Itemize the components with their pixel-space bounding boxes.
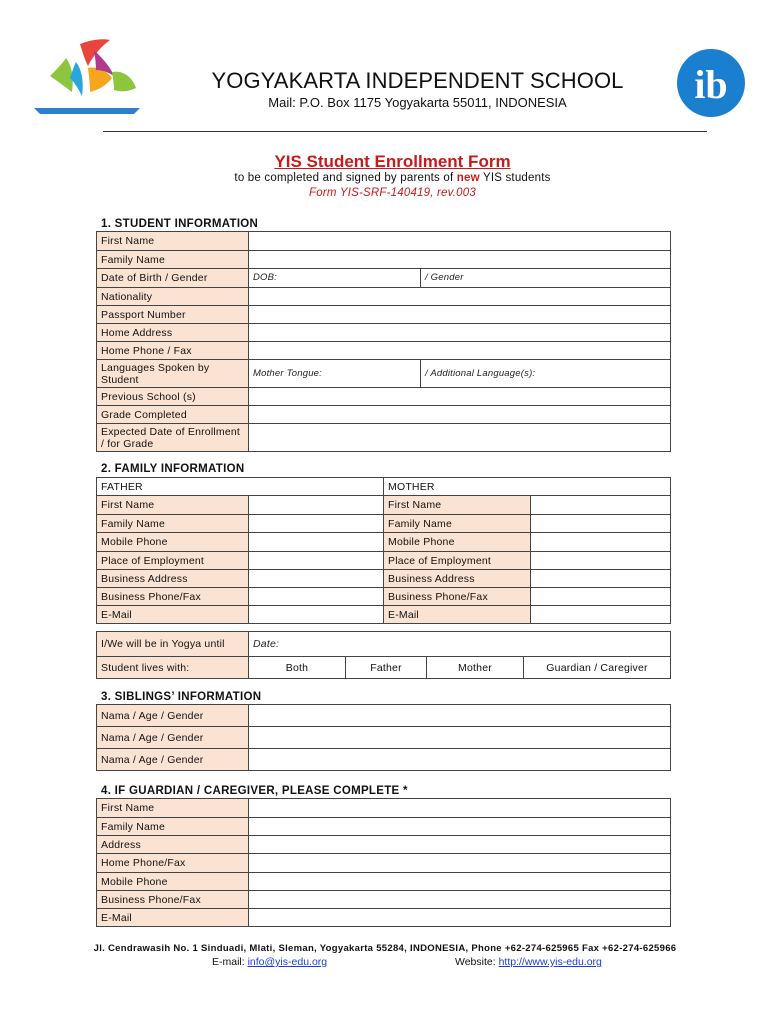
student-family-name-field[interactable]	[249, 251, 671, 269]
footer-address: Jl. Cendrawasih No. 1 Sinduadi, Mlati, Sleman, Yogyakarta 55284, INDONESIA, Phone +62-274-625965 Fax +62-274-625966	[93, 943, 677, 954]
additional-language-field[interactable]: / Additional Language(s):	[421, 360, 671, 388]
section4-heading: 4. IF GUARDIAN / CAREGIVER, PLEASE COMPLETE *	[101, 785, 408, 797]
guardian-label: Family Name	[97, 818, 249, 836]
section3-heading: 3. SIBLINGS’ INFORMATION	[101, 691, 262, 703]
family-info-table	[96, 477, 671, 624]
footer-website-label: Website:	[455, 956, 499, 968]
father-business-address-field[interactable]	[249, 570, 384, 588]
mother-email-field[interactable]	[531, 606, 671, 624]
label-lives-with: Student lives with:	[97, 657, 249, 679]
siblings-table	[96, 704, 671, 771]
dob-field[interactable]: DOB:	[249, 269, 421, 288]
father-employment-field[interactable]	[249, 552, 384, 570]
mother-employment-field[interactable]	[531, 552, 671, 570]
previous-school-field[interactable]	[249, 388, 671, 406]
father-heading: FATHER	[97, 478, 384, 496]
guardian-mobile-field[interactable]	[249, 873, 671, 891]
footer-email	[212, 956, 327, 968]
form-title: YIS Student Enrollment Form	[274, 152, 511, 171]
guardian-home-phone-field[interactable]	[249, 854, 671, 873]
residence-table	[96, 631, 671, 679]
yogya-until-date-field[interactable]: Date:	[249, 632, 671, 657]
sibling-1-field[interactable]	[249, 705, 671, 727]
guardian-email-field[interactable]	[249, 909, 671, 927]
school-mail-address: Mail: P.O. Box 1175 Yogyakarta 55011, INDONESIA	[268, 95, 567, 110]
home-phone-field[interactable]	[249, 342, 671, 360]
guardian-family-name-field[interactable]	[249, 818, 671, 836]
section2-heading: 2. FAMILY INFORMATION	[101, 463, 245, 475]
gender-field[interactable]: / Gender	[421, 269, 671, 288]
label-expected-enrollment: Expected Date of Enrollment / for Grade	[97, 424, 249, 452]
sibling-label: Nama / Age / Gender	[97, 705, 249, 727]
father-email-field[interactable]	[249, 606, 384, 624]
expected-enrollment-field[interactable]	[249, 424, 671, 452]
sibling-3-field[interactable]	[249, 749, 671, 771]
label-first-name: First Name	[97, 232, 249, 251]
footer-email-link[interactable]: info@yis-edu.org	[247, 956, 328, 968]
father-family-name-field[interactable]	[249, 515, 384, 533]
guardian-label: E-Mail	[97, 909, 249, 927]
lives-with-mother-option[interactable]: Mother	[427, 657, 524, 679]
student-info-table	[96, 231, 671, 452]
mother-label: Mobile Phone	[384, 533, 531, 552]
father-first-name-field[interactable]	[249, 496, 384, 515]
guardian-label: Address	[97, 836, 249, 854]
subtitle-post: YIS students	[479, 172, 551, 184]
sibling-2-field[interactable]	[249, 727, 671, 749]
form-code: Form YIS-SRF-140419, rev.003	[309, 187, 476, 199]
section1-heading: 1. STUDENT INFORMATION	[101, 218, 259, 230]
guardian-label: Home Phone/Fax	[97, 854, 249, 873]
home-address-field[interactable]	[249, 324, 671, 342]
mother-label: First Name	[384, 496, 531, 515]
school-name: YOGYAKARTA INDEPENDENT SCHOOL	[211, 68, 624, 93]
father-label: Place of Employment	[97, 552, 249, 570]
guardian-label: First Name	[97, 799, 249, 818]
subtitle-pre: to be completed and signed by parents of	[234, 172, 457, 184]
sibling-label: Nama / Age / Gender	[97, 727, 249, 749]
father-label: Family Name	[97, 515, 249, 533]
guardian-business-phone-field[interactable]	[249, 891, 671, 909]
label-dob-gender: Date of Birth / Gender	[97, 269, 249, 288]
svg-text:ib: ib	[694, 62, 728, 107]
mother-tongue-field[interactable]: Mother Tongue:	[249, 360, 421, 388]
student-first-name-field[interactable]	[249, 232, 671, 251]
father-label: Business Address	[97, 570, 249, 588]
label-yogya-until: I/We will be in Yogya until	[97, 632, 249, 657]
guardian-label: Business Phone/Fax	[97, 891, 249, 909]
sibling-label: Nama / Age / Gender	[97, 749, 249, 771]
footer-email-label: E-mail:	[212, 956, 248, 968]
father-label: First Name	[97, 496, 249, 515]
grade-completed-field[interactable]	[249, 406, 671, 424]
mother-mobile-field[interactable]	[531, 533, 671, 552]
subtitle-new: new	[456, 172, 480, 184]
lives-with-guardian-option[interactable]: Guardian / Caregiver	[524, 657, 671, 679]
label-previous-school: Previous School (s)	[97, 388, 249, 406]
lives-with-father-option[interactable]: Father	[346, 657, 427, 679]
lives-with-both-option[interactable]: Both	[249, 657, 346, 679]
mother-label: Place of Employment	[384, 552, 531, 570]
father-mobile-field[interactable]	[249, 533, 384, 552]
father-label: Mobile Phone	[97, 533, 249, 552]
mother-family-name-field[interactable]	[531, 515, 671, 533]
label-home-address: Home Address	[97, 324, 249, 342]
footer-website	[455, 956, 602, 968]
header-divider	[103, 131, 707, 132]
form-subtitle	[0, 172, 770, 184]
father-label: Business Phone/Fax	[97, 588, 249, 606]
nationality-field[interactable]	[249, 288, 671, 306]
mother-label: E-Mail	[384, 606, 531, 624]
mother-label: Family Name	[384, 515, 531, 533]
guardian-address-field[interactable]	[249, 836, 671, 854]
mother-business-phone-field[interactable]	[531, 588, 671, 606]
father-business-phone-field[interactable]	[249, 588, 384, 606]
label-home-phone: Home Phone / Fax	[97, 342, 249, 360]
mother-business-address-field[interactable]	[531, 570, 671, 588]
footer-website-link[interactable]: http://www.yis-edu.org	[498, 956, 602, 968]
mother-first-name-field[interactable]	[531, 496, 671, 515]
mother-heading: MOTHER	[384, 478, 671, 496]
mother-label: Business Phone/Fax	[384, 588, 531, 606]
label-passport: Passport Number	[97, 306, 249, 324]
father-label: E-Mail	[97, 606, 249, 624]
label-languages: Languages Spoken by Student	[97, 360, 249, 388]
guardian-table	[96, 798, 671, 927]
guardian-label: Mobile Phone	[97, 873, 249, 891]
label-family-name: Family Name	[97, 251, 249, 269]
label-grade-completed: Grade Completed	[97, 406, 249, 424]
guardian-first-name-field[interactable]	[249, 799, 671, 818]
passport-field[interactable]	[249, 306, 671, 324]
label-nationality: Nationality	[97, 288, 249, 306]
mother-label: Business Address	[384, 570, 531, 588]
